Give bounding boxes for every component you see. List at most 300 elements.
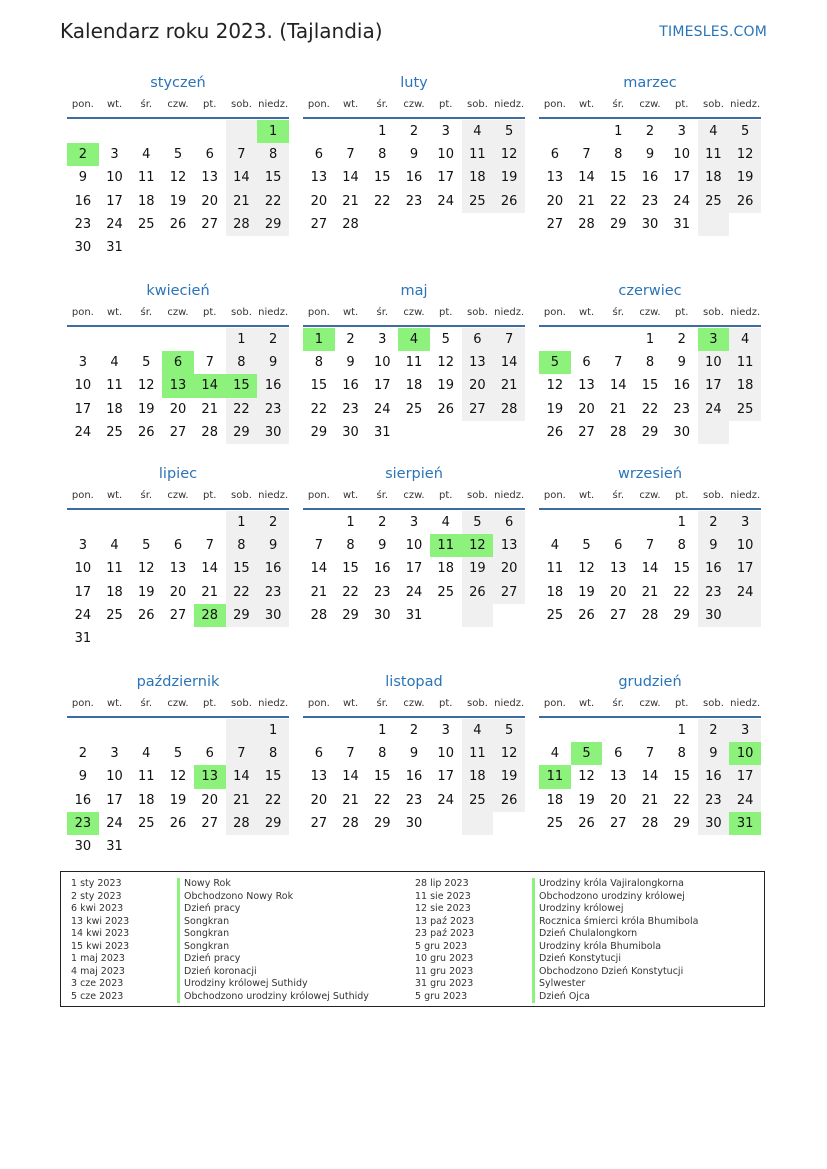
- day-cell: 30: [641, 216, 659, 232]
- holiday-date: 11 sie 2023: [415, 890, 471, 902]
- empty-cell: [226, 120, 258, 143]
- weekday-label: sob.: [703, 307, 724, 318]
- day-cell: 14: [578, 170, 595, 186]
- day-cell: 21: [610, 401, 627, 417]
- day-cell: 17: [106, 792, 123, 808]
- days-grid: [539, 328, 761, 444]
- day-cell: 9: [378, 538, 387, 554]
- weekday-label: sob.: [231, 99, 252, 110]
- day-cell: 3: [110, 147, 119, 163]
- day-cell: 24: [437, 792, 454, 808]
- month-name: luty: [400, 75, 428, 91]
- day-cell: 1: [346, 515, 355, 531]
- day-cell: 26: [138, 607, 155, 623]
- holiday-day-cell: 15: [226, 374, 258, 397]
- weekday-label: pt.: [203, 490, 217, 501]
- empty-cell: [462, 421, 494, 444]
- weekend-day-cell: 4: [462, 719, 494, 742]
- weekday-label: wt.: [578, 307, 595, 318]
- day-cell: 24: [106, 815, 123, 831]
- weekend-day-cell: 30: [257, 604, 289, 627]
- weekend-day-cell: 14: [226, 765, 258, 788]
- weekend-day-cell: 22: [226, 398, 258, 421]
- weekend-day-cell: 25: [698, 190, 730, 213]
- weekday-label: śr.: [376, 307, 389, 318]
- day-cell: 6: [314, 746, 323, 762]
- holiday-name: Nowy Rok: [177, 878, 231, 891]
- holiday-name: Dzień pracy: [177, 953, 240, 966]
- holiday-name: Urodziny królowej: [532, 903, 624, 916]
- day-cell: 12: [138, 561, 155, 577]
- weekend-day-cell: 25: [462, 190, 494, 213]
- holiday-name: Dzień Ojca: [532, 991, 590, 1004]
- empty-cell: [257, 835, 289, 858]
- weekend-day-cell: 6: [493, 511, 525, 534]
- empty-cell: [634, 511, 666, 534]
- weekday-label: sob.: [467, 99, 488, 110]
- day-cell: 19: [578, 584, 595, 600]
- empty-cell: [602, 511, 634, 534]
- weekday-header: [67, 305, 289, 327]
- empty-cell: [462, 604, 494, 627]
- day-cell: 17: [437, 769, 454, 785]
- day-cell: 14: [342, 769, 359, 785]
- month-name: lipiec: [158, 466, 198, 482]
- day-cell: 21: [641, 584, 659, 600]
- weekday-header: [67, 488, 289, 510]
- empty-cell: [335, 120, 367, 143]
- day-cell: 13: [169, 561, 187, 577]
- weekday-label: śr.: [376, 698, 389, 709]
- month-name: grudzień: [618, 674, 682, 690]
- holiday-date: 1 sty 2023: [71, 878, 122, 889]
- weekday-label: czw.: [639, 307, 661, 318]
- day-cell: 7: [346, 147, 355, 163]
- weekday-label: sob.: [231, 307, 252, 318]
- day-cell: 3: [110, 746, 119, 762]
- holiday-name: Dzień Konstytucji: [532, 953, 621, 966]
- weekend-day-cell: 8: [226, 534, 258, 557]
- empty-cell: [194, 719, 226, 742]
- holiday-date: 5 cze 2023: [71, 990, 124, 1002]
- weekday-header: [67, 696, 289, 718]
- day-cell: 1: [614, 124, 623, 140]
- weekend-day-cell: 23: [698, 789, 730, 812]
- weekday-label: pon.: [71, 307, 94, 318]
- weekend-day-cell: 18: [462, 166, 494, 189]
- day-cell: 29: [673, 607, 690, 623]
- day-cell: 26: [578, 607, 595, 623]
- empty-cell: [226, 627, 258, 650]
- empty-cell: [130, 835, 162, 858]
- weekday-label: śr.: [140, 698, 153, 709]
- weekend-day-cell: 17: [729, 765, 761, 788]
- weekend-day-cell: 6: [462, 328, 494, 351]
- day-cell: 27: [310, 815, 328, 831]
- holiday-day-cell: 28: [194, 604, 226, 627]
- weekend-day-cell: 10: [698, 351, 730, 374]
- weekend-day-cell: 3: [729, 719, 761, 742]
- day-cell: 22: [641, 401, 659, 417]
- weekend-day-cell: 2: [257, 511, 289, 534]
- weekend-day-cell: 20: [493, 557, 525, 580]
- weekday-label: śr.: [140, 490, 153, 501]
- day-cell: 29: [673, 815, 690, 831]
- empty-cell: [99, 627, 131, 650]
- holiday-day-cell: 5: [571, 742, 603, 765]
- day-cell: 24: [374, 401, 391, 417]
- weekend-day-cell: 26: [462, 581, 494, 604]
- weekday-label: czw.: [403, 99, 425, 110]
- site-logo[interactable]: TIMESLES.COM: [659, 24, 767, 40]
- empty-cell: [162, 328, 194, 351]
- day-cell: 20: [578, 401, 595, 417]
- day-cell: 8: [378, 746, 387, 762]
- day-cell: 5: [142, 538, 151, 554]
- holiday-name: Dzień Chulalongkorn: [532, 928, 637, 941]
- empty-cell: [303, 719, 335, 742]
- weekend-day-cell: 8: [257, 742, 289, 765]
- day-cell: 9: [645, 147, 655, 163]
- month-block: [539, 669, 761, 835]
- day-cell: 2: [78, 746, 87, 762]
- day-cell: 8: [677, 538, 686, 554]
- day-cell: 28: [310, 607, 328, 623]
- day-cell: 3: [78, 538, 87, 554]
- weekend-day-cell: 7: [226, 143, 258, 166]
- day-cell: 3: [378, 332, 387, 348]
- day-cell: 2: [409, 124, 419, 140]
- day-cell: 10: [106, 769, 123, 785]
- weekend-day-cell: 11: [462, 143, 494, 166]
- holiday-name: Obchodzono urodziny królowej Suthidy: [177, 991, 369, 1004]
- empty-cell: [194, 236, 226, 259]
- weekday-label: czw.: [167, 698, 189, 709]
- weekend-day-cell: 25: [462, 789, 494, 812]
- days-grid: [303, 719, 525, 835]
- empty-cell: [162, 719, 194, 742]
- weekday-label: wt.: [106, 490, 123, 501]
- day-cell: 6: [205, 746, 214, 762]
- weekday-label: pt.: [203, 698, 217, 709]
- day-cell: 27: [610, 815, 627, 831]
- day-cell: 18: [405, 378, 423, 394]
- holiday-day-cell: 2: [67, 143, 99, 166]
- day-cell: 22: [374, 193, 391, 209]
- day-cell: 2: [378, 515, 387, 531]
- weekend-day-cell: 24: [698, 398, 730, 421]
- weekend-day-cell: 13: [493, 534, 525, 557]
- day-cell: 24: [106, 216, 123, 232]
- day-cell: 3: [677, 124, 686, 140]
- holiday-day-cell: 5: [539, 351, 571, 374]
- weekday-label: pon.: [71, 490, 94, 501]
- empty-cell: [99, 328, 131, 351]
- day-cell: 10: [74, 561, 92, 577]
- day-cell: 11: [106, 561, 123, 577]
- day-cell: 20: [201, 193, 218, 209]
- weekday-label: pt.: [675, 490, 689, 501]
- weekday-label: pt.: [439, 698, 453, 709]
- weekday-label: niedz.: [730, 99, 761, 110]
- weekend-day-cell: 7: [226, 742, 258, 765]
- weekday-label: pt.: [203, 307, 217, 318]
- day-cell: 27: [578, 424, 595, 440]
- weekday-label: wt.: [578, 99, 595, 110]
- day-cell: 21: [641, 792, 659, 808]
- weekday-label: śr.: [612, 698, 625, 709]
- weekday-label: sob.: [703, 99, 724, 110]
- empty-cell: [303, 120, 335, 143]
- day-cell: 29: [610, 216, 627, 232]
- empty-cell: [130, 627, 162, 650]
- holiday-name: Dzień koronacji: [177, 966, 257, 979]
- holiday-name: Songkran: [177, 941, 229, 954]
- weekend-day-cell: 23: [257, 398, 289, 421]
- weekday-label: czw.: [167, 307, 189, 318]
- weekend-day-cell: 15: [257, 765, 289, 788]
- day-cell: 13: [310, 170, 328, 186]
- weekend-day-cell: 4: [698, 120, 730, 143]
- weekday-label: niedz.: [258, 99, 289, 110]
- empty-cell: [162, 236, 194, 259]
- holiday-date: 5 gru 2023: [415, 940, 468, 952]
- day-cell: 22: [342, 584, 359, 600]
- weekday-label: wt.: [342, 698, 359, 709]
- holiday-name: Rocznica śmierci króla Bhumibola: [532, 916, 698, 929]
- day-cell: 29: [641, 424, 659, 440]
- day-cell: 16: [74, 193, 92, 209]
- empty-cell: [571, 328, 603, 351]
- empty-cell: [194, 511, 226, 534]
- weekday-label: niedz.: [494, 490, 525, 501]
- day-cell: 4: [142, 147, 151, 163]
- weekend-day-cell: 4: [729, 328, 761, 351]
- month-block: [303, 669, 525, 835]
- month-name: październik: [136, 674, 220, 690]
- weekend-day-cell: 13: [462, 351, 494, 374]
- day-cell: 4: [441, 515, 450, 531]
- day-cell: 10: [106, 170, 123, 186]
- day-cell: 10: [673, 147, 690, 163]
- weekday-header: [539, 696, 761, 718]
- day-cell: 19: [138, 584, 155, 600]
- day-cell: 7: [346, 746, 355, 762]
- day-cell: 6: [614, 538, 623, 554]
- empty-cell: [99, 719, 131, 742]
- holiday-day-cell: 1: [257, 120, 289, 143]
- days-grid: [67, 511, 289, 650]
- day-cell: 10: [405, 538, 423, 554]
- weekday-label: sob.: [703, 698, 724, 709]
- day-cell: 16: [405, 170, 423, 186]
- day-cell: 29: [374, 815, 391, 831]
- day-cell: 30: [74, 240, 92, 256]
- days-grid: [67, 719, 289, 858]
- weekday-label: śr.: [376, 490, 389, 501]
- weekday-label: pon.: [543, 490, 566, 501]
- day-cell: 8: [346, 538, 355, 554]
- day-cell: 11: [405, 355, 423, 371]
- day-cell: 21: [342, 792, 359, 808]
- month-block: [303, 461, 525, 627]
- weekend-day-cell: 8: [257, 143, 289, 166]
- day-cell: 19: [578, 792, 595, 808]
- day-cell: 25: [106, 607, 123, 623]
- weekday-label: niedz.: [494, 99, 525, 110]
- weekday-label: śr.: [612, 307, 625, 318]
- day-cell: 17: [374, 378, 391, 394]
- days-grid: [539, 511, 761, 627]
- weekend-day-cell: 5: [493, 719, 525, 742]
- weekend-day-cell: 5: [493, 120, 525, 143]
- empty-cell: [430, 421, 462, 444]
- weekday-label: śr.: [140, 99, 153, 110]
- holiday-day-cell: 11: [430, 534, 462, 557]
- day-cell: 7: [582, 147, 591, 163]
- holiday-name: Songkran: [177, 916, 229, 929]
- weekend-day-cell: 21: [226, 789, 258, 812]
- weekday-label: pt.: [439, 490, 453, 501]
- day-cell: 13: [201, 170, 218, 186]
- day-cell: 21: [578, 193, 595, 209]
- day-cell: 4: [110, 538, 119, 554]
- day-cell: 7: [205, 538, 214, 554]
- weekday-label: wt.: [106, 698, 123, 709]
- day-cell: 15: [374, 769, 391, 785]
- day-cell: 1: [378, 723, 387, 739]
- holiday-day-cell: 23: [67, 812, 99, 835]
- holiday-day-cell: 3: [698, 328, 730, 351]
- day-cell: 28: [342, 815, 359, 831]
- weekday-header: [303, 97, 525, 119]
- day-cell: 29: [342, 607, 359, 623]
- day-cell: 31: [106, 240, 123, 256]
- weekday-label: pon.: [543, 698, 566, 709]
- holiday-day-cell: 1: [303, 328, 335, 351]
- weekend-day-cell: 23: [698, 581, 730, 604]
- weekend-day-cell: 14: [493, 351, 525, 374]
- month-block: [539, 278, 761, 444]
- day-cell: 1: [677, 515, 686, 531]
- weekend-day-cell: 26: [493, 789, 525, 812]
- day-cell: 24: [74, 424, 92, 440]
- holiday-name: Urodziny króla Bhumibola: [532, 941, 661, 954]
- day-cell: 27: [546, 216, 564, 232]
- weekend-day-cell: 2: [257, 328, 289, 351]
- weekday-label: pon.: [543, 307, 566, 318]
- day-cell: 10: [374, 355, 391, 371]
- days-grid: [303, 328, 525, 444]
- month-block: [539, 461, 761, 627]
- day-cell: 5: [142, 355, 151, 371]
- weekend-day-cell: 17: [729, 557, 761, 580]
- empty-cell: [493, 604, 525, 627]
- day-cell: 14: [201, 561, 218, 577]
- weekday-label: pon.: [307, 99, 330, 110]
- month-name: maj: [400, 283, 428, 299]
- weekday-label: pon.: [71, 99, 94, 110]
- day-cell: 18: [106, 584, 123, 600]
- weekend-day-cell: 16: [257, 557, 289, 580]
- weekday-header: [67, 97, 289, 119]
- weekday-label: czw.: [639, 490, 661, 501]
- day-cell: 21: [342, 193, 359, 209]
- empty-cell: [303, 511, 335, 534]
- day-cell: 26: [138, 424, 155, 440]
- month-block: [303, 70, 525, 236]
- weekend-day-cell: 28: [226, 812, 258, 835]
- holiday-date: 12 sie 2023: [415, 903, 471, 914]
- day-cell: 28: [610, 424, 627, 440]
- weekday-label: pt.: [675, 99, 689, 110]
- weekend-day-cell: 18: [729, 374, 761, 397]
- day-cell: 2: [645, 124, 655, 140]
- weekday-label: czw.: [167, 99, 189, 110]
- day-cell: 13: [578, 378, 595, 394]
- day-cell: 27: [610, 607, 627, 623]
- holiday-day-cell: 13: [194, 765, 226, 788]
- weekday-label: sob.: [231, 698, 252, 709]
- day-cell: 5: [441, 332, 450, 348]
- weekend-day-cell: 12: [729, 143, 761, 166]
- day-cell: 15: [342, 561, 359, 577]
- empty-cell: [162, 120, 194, 143]
- days-grid: [539, 120, 761, 236]
- weekday-label: wt.: [106, 307, 123, 318]
- day-cell: 22: [374, 792, 391, 808]
- holiday-date: 3 cze 2023: [71, 978, 124, 989]
- holiday-date: 5 gru 2023: [415, 990, 468, 1002]
- day-cell: 3: [441, 723, 450, 739]
- days-grid: [67, 328, 289, 444]
- empty-cell: [430, 812, 462, 835]
- day-cell: 24: [74, 607, 92, 623]
- day-cell: 30: [74, 839, 92, 855]
- day-cell: 20: [169, 584, 187, 600]
- weekday-label: czw.: [403, 307, 425, 318]
- weekend-day-cell: 15: [257, 166, 289, 189]
- month-name: marzec: [623, 75, 677, 91]
- day-cell: 25: [138, 815, 155, 831]
- weekend-day-cell: 9: [698, 534, 730, 557]
- empty-cell: [698, 421, 730, 444]
- day-cell: 10: [437, 746, 454, 762]
- holiday-date: 1 maj 2023: [71, 953, 125, 964]
- empty-cell: [398, 213, 430, 236]
- month-name: wrzesień: [617, 466, 683, 482]
- day-cell: 25: [546, 607, 564, 623]
- holiday-legend: [60, 871, 765, 1007]
- day-cell: 14: [641, 561, 659, 577]
- empty-cell: [698, 213, 730, 236]
- day-cell: 18: [106, 401, 123, 417]
- empty-cell: [430, 213, 462, 236]
- weekend-day-cell: 12: [493, 742, 525, 765]
- day-cell: 22: [673, 584, 690, 600]
- days-grid: [303, 120, 525, 236]
- month-block: [67, 278, 289, 444]
- empty-cell: [67, 120, 99, 143]
- weekday-label: niedz.: [730, 490, 761, 501]
- weekend-day-cell: 22: [257, 789, 289, 812]
- day-cell: 12: [546, 378, 564, 394]
- weekday-label: niedz.: [730, 307, 761, 318]
- holiday-day-cell: 6: [162, 351, 194, 374]
- day-cell: 25: [405, 401, 423, 417]
- day-cell: 28: [201, 424, 218, 440]
- day-cell: 20: [169, 401, 187, 417]
